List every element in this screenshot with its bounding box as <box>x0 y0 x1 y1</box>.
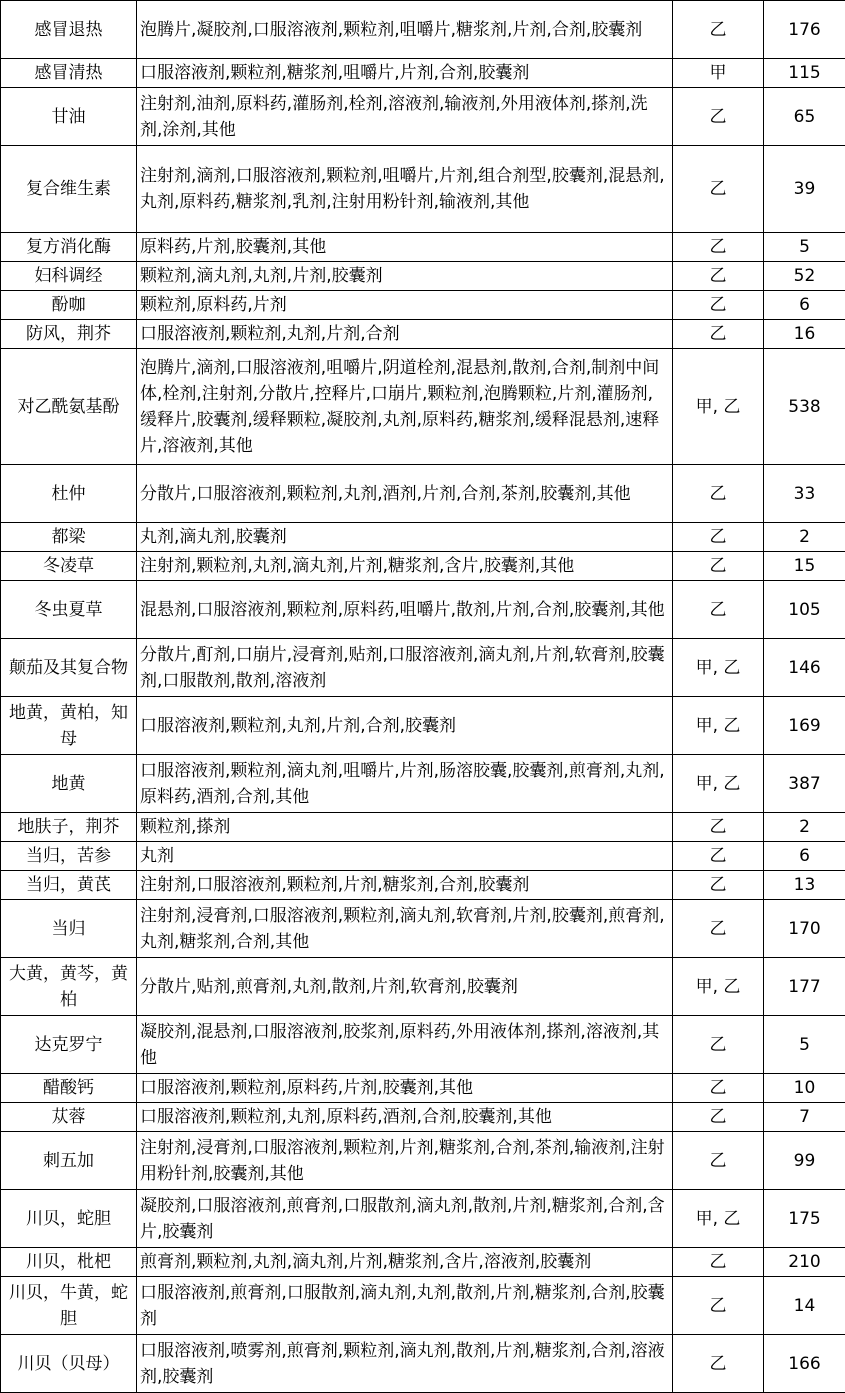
insurance-category-cell: 乙 <box>673 1132 764 1190</box>
table-row <box>1 465 845 523</box>
drug-name-cell: 刺五加 <box>1 1132 137 1190</box>
approval-count-cell: 52 <box>764 262 845 291</box>
dosage-forms-cell: 分散片,口服溶液剂,颗粒剂,丸剂,酒剂,片剂,合剂,茶剂,胶囊剂,其他 <box>137 465 673 523</box>
approval-count-cell: 538 <box>764 349 845 465</box>
table-row <box>1 1132 845 1190</box>
insurance-category-cell: 甲, 乙 <box>673 755 764 813</box>
dosage-forms-cell: 凝胶剂,口服溶液剂,煎膏剂,口服散剂,滴丸剂,散剂,片剂,糖浆剂,合剂,含片,胶囊剂 <box>137 1190 673 1248</box>
dosage-forms-cell: 口服溶液剂,颗粒剂,原料药,片剂,胶囊剂,其他 <box>137 1074 673 1103</box>
drug-name-cell: 当归，苦参 <box>1 842 137 871</box>
dosage-forms-cell: 分散片,酊剂,口崩片,浸膏剂,贴剂,口服溶液剂,滴丸剂,片剂,软膏剂,胶囊剂,口服散剂,散剂,溶液剂 <box>137 639 673 697</box>
drug-name-cell: 当归 <box>1 900 137 958</box>
insurance-category-cell: 乙 <box>673 233 764 262</box>
drug-name-cell: 苁蓉 <box>1 1103 137 1132</box>
approval-count-cell: 33 <box>764 465 845 523</box>
drug-name-cell: 感冒清热 <box>1 59 137 88</box>
insurance-category-cell: 乙 <box>673 842 764 871</box>
insurance-category-cell: 乙 <box>673 1103 764 1132</box>
dosage-forms-cell: 注射剂,浸膏剂,口服溶液剂,颗粒剂,片剂,糖浆剂,合剂,茶剂,输液剂,注射用粉针剂,胶囊剂,其他 <box>137 1132 673 1190</box>
table-row <box>1 523 845 552</box>
approval-count-cell: 5 <box>764 233 845 262</box>
drug-name-cell: 川贝，枇杷 <box>1 1248 137 1277</box>
table-row <box>1 1335 845 1393</box>
dosage-forms-cell: 口服溶液剂,颗粒剂,丸剂,原料药,酒剂,合剂,胶囊剂,其他 <box>137 1103 673 1132</box>
dosage-forms-cell: 注射剂,口服溶液剂,颗粒剂,片剂,糖浆剂,合剂,胶囊剂 <box>137 871 673 900</box>
insurance-category-cell: 乙 <box>673 1 764 59</box>
dosage-forms-cell: 口服溶液剂,煎膏剂,口服散剂,滴丸剂,丸剂,散剂,片剂,糖浆剂,合剂,胶囊剂 <box>137 1277 673 1335</box>
dosage-forms-cell: 颗粒剂,原料药,片剂 <box>137 291 673 320</box>
dosage-forms-cell: 口服溶液剂,颗粒剂,滴丸剂,咀嚼片,片剂,肠溶胶囊,胶囊剂,煎膏剂,丸剂,原料药,酒剂,合剂,其他 <box>137 755 673 813</box>
drug-name-cell: 妇科调经 <box>1 262 137 291</box>
table-row <box>1 59 845 88</box>
drug-name-cell: 地黄，黄柏，知母 <box>1 697 137 755</box>
table-row <box>1 697 845 755</box>
insurance-category-cell: 乙 <box>673 262 764 291</box>
dosage-forms-cell: 丸剂 <box>137 842 673 871</box>
drug-name-cell: 防风，荆芥 <box>1 320 137 349</box>
insurance-category-cell: 乙 <box>673 465 764 523</box>
drug-name-cell: 大黄，黄芩，黄柏 <box>1 958 137 1016</box>
table-row <box>1 262 845 291</box>
insurance-category-cell: 乙 <box>673 88 764 146</box>
drug-name-cell: 地黄 <box>1 755 137 813</box>
approval-count-cell: 210 <box>764 1248 845 1277</box>
table-row <box>1 842 845 871</box>
drug-name-cell: 复合维生素 <box>1 146 137 233</box>
approval-count-cell: 14 <box>764 1277 845 1335</box>
dosage-forms-cell: 注射剂,颗粒剂,丸剂,滴丸剂,片剂,糖浆剂,含片,胶囊剂,其他 <box>137 552 673 581</box>
approval-count-cell: 16 <box>764 320 845 349</box>
drug-name-cell: 醋酸钙 <box>1 1074 137 1103</box>
dosage-forms-cell: 分散片,贴剂,煎膏剂,丸剂,散剂,片剂,软膏剂,胶囊剂 <box>137 958 673 1016</box>
approval-count-cell: 146 <box>764 639 845 697</box>
drug-name-cell: 川贝（贝母） <box>1 1335 137 1393</box>
table-row <box>1 813 845 842</box>
dosage-forms-cell: 口服溶液剂,喷雾剂,煎膏剂,颗粒剂,滴丸剂,散剂,片剂,糖浆剂,合剂,溶液剂,胶囊剂 <box>137 1335 673 1393</box>
dosage-forms-cell: 注射剂,滴剂,口服溶液剂,颗粒剂,咀嚼片,片剂,组合剂型,胶囊剂,混悬剂,丸剂,原料药,糖浆剂,乳剂,注射用粉针剂,输液剂,其他 <box>137 146 673 233</box>
approval-count-cell: 2 <box>764 813 845 842</box>
table-row <box>1 871 845 900</box>
dosage-forms-cell: 颗粒剂,滴丸剂,丸剂,片剂,胶囊剂 <box>137 262 673 291</box>
table-row <box>1 552 845 581</box>
approval-count-cell: 15 <box>764 552 845 581</box>
drug-name-cell: 杜仲 <box>1 465 137 523</box>
dosage-forms-cell: 口服溶液剂,颗粒剂,丸剂,片剂,合剂,胶囊剂 <box>137 697 673 755</box>
table-row <box>1 1074 845 1103</box>
drug-name-cell: 复方消化酶 <box>1 233 137 262</box>
drug-name-cell: 对乙酰氨基酚 <box>1 349 137 465</box>
dosage-forms-cell: 注射剂,浸膏剂,口服溶液剂,颗粒剂,滴丸剂,软膏剂,片剂,胶囊剂,煎膏剂,丸剂,糖浆剂,合剂,其他 <box>137 900 673 958</box>
insurance-category-cell: 乙 <box>673 1074 764 1103</box>
table-row <box>1 581 845 639</box>
table-row <box>1 1190 845 1248</box>
insurance-category-cell: 甲, 乙 <box>673 1190 764 1248</box>
dosage-forms-cell: 口服溶液剂,颗粒剂,丸剂,片剂,合剂 <box>137 320 673 349</box>
table-row <box>1 1016 845 1074</box>
dosage-forms-cell: 颗粒剂,搽剂 <box>137 813 673 842</box>
approval-count-cell: 99 <box>764 1132 845 1190</box>
table-row <box>1 755 845 813</box>
insurance-category-cell: 乙 <box>673 1335 764 1393</box>
dosage-forms-cell: 泡腾片,滴剂,口服溶液剂,咀嚼片,阴道栓剂,混悬剂,散剂,合剂,制剂中间体,栓剂,注射剂,分散片,控释片,口崩片,颗粒剂,泡腾颗粒,片剂,灌肠剂,缓释片,胶囊剂,缓释颗粒,凝胶剂,丸剂,原料药,糖浆剂,缓释混悬剂,速释片,溶液剂,其他 <box>137 349 673 465</box>
table-row <box>1 900 845 958</box>
drug-name-cell: 地肤子，荆芥 <box>1 813 137 842</box>
approval-count-cell: 2 <box>764 523 845 552</box>
approval-count-cell: 105 <box>764 581 845 639</box>
approval-count-cell: 10 <box>764 1074 845 1103</box>
insurance-category-cell: 乙 <box>673 552 764 581</box>
table-row <box>1 233 845 262</box>
dosage-forms-cell: 混悬剂,口服溶液剂,颗粒剂,原料药,咀嚼片,散剂,片剂,合剂,胶囊剂,其他 <box>137 581 673 639</box>
insurance-category-cell: 乙 <box>673 871 764 900</box>
approval-count-cell: 65 <box>764 88 845 146</box>
insurance-category-cell: 甲 <box>673 59 764 88</box>
insurance-category-cell: 甲, 乙 <box>673 349 764 465</box>
insurance-category-cell: 甲, 乙 <box>673 697 764 755</box>
table-row <box>1 1277 845 1335</box>
insurance-category-cell: 乙 <box>673 813 764 842</box>
approval-count-cell: 176 <box>764 1 845 59</box>
approval-count-cell: 177 <box>764 958 845 1016</box>
dosage-forms-cell: 凝胶剂,混悬剂,口服溶液剂,胶浆剂,原料药,外用液体剂,搽剂,溶液剂,其他 <box>137 1016 673 1074</box>
approval-count-cell: 169 <box>764 697 845 755</box>
insurance-category-cell: 乙 <box>673 291 764 320</box>
drug-name-cell: 感冒退热 <box>1 1 137 59</box>
drug-name-cell: 达克罗宁 <box>1 1016 137 1074</box>
insurance-category-cell: 乙 <box>673 1016 764 1074</box>
drug-name-cell: 当归，黄芪 <box>1 871 137 900</box>
table-row <box>1 639 845 697</box>
dosage-forms-cell: 口服溶液剂,颗粒剂,糖浆剂,咀嚼片,片剂,合剂,胶囊剂 <box>137 59 673 88</box>
insurance-category-cell: 乙 <box>673 146 764 233</box>
insurance-category-cell: 乙 <box>673 900 764 958</box>
dosage-forms-cell: 原料药,片剂,胶囊剂,其他 <box>137 233 673 262</box>
table-row <box>1 1103 845 1132</box>
table-row <box>1 320 845 349</box>
approval-count-cell: 6 <box>764 842 845 871</box>
table-row <box>1 88 845 146</box>
drug-name-cell: 冬虫夏草 <box>1 581 137 639</box>
table-row <box>1 146 845 233</box>
dosage-forms-cell: 丸剂,滴丸剂,胶囊剂 <box>137 523 673 552</box>
dosage-forms-cell: 泡腾片,凝胶剂,口服溶液剂,颗粒剂,咀嚼片,糖浆剂,片剂,合剂,胶囊剂 <box>137 1 673 59</box>
approval-count-cell: 39 <box>764 146 845 233</box>
insurance-category-cell: 乙 <box>673 320 764 349</box>
approval-count-cell: 13 <box>764 871 845 900</box>
approval-count-cell: 115 <box>764 59 845 88</box>
insurance-category-cell: 乙 <box>673 1277 764 1335</box>
drug-name-cell: 冬凌草 <box>1 552 137 581</box>
approval-count-cell: 7 <box>764 1103 845 1132</box>
table-row <box>1 349 845 465</box>
drug-name-cell: 甘油 <box>1 88 137 146</box>
approval-count-cell: 170 <box>764 900 845 958</box>
drug-name-cell: 颠茄及其复合物 <box>1 639 137 697</box>
insurance-category-cell: 乙 <box>673 523 764 552</box>
table-row <box>1 291 845 320</box>
approval-count-cell: 175 <box>764 1190 845 1248</box>
insurance-category-cell: 甲, 乙 <box>673 639 764 697</box>
dosage-forms-cell: 煎膏剂,颗粒剂,丸剂,滴丸剂,片剂,糖浆剂,含片,溶液剂,胶囊剂 <box>137 1248 673 1277</box>
drug-name-cell: 川贝，牛黄，蛇胆 <box>1 1277 137 1335</box>
insurance-category-cell: 甲, 乙 <box>673 958 764 1016</box>
insurance-category-cell: 乙 <box>673 581 764 639</box>
insurance-category-cell: 乙 <box>673 1248 764 1277</box>
table-row <box>1 1248 845 1277</box>
approval-count-cell: 6 <box>764 291 845 320</box>
approval-count-cell: 387 <box>764 755 845 813</box>
table-row <box>1 958 845 1016</box>
drug-name-cell: 酚咖 <box>1 291 137 320</box>
table-row <box>1 1 845 59</box>
drug-name-cell: 川贝，蛇胆 <box>1 1190 137 1248</box>
approval-count-cell: 166 <box>764 1335 845 1393</box>
approval-count-cell: 5 <box>764 1016 845 1074</box>
drug-name-cell: 都梁 <box>1 523 137 552</box>
table-body <box>1 1 845 1393</box>
dosage-forms-cell: 注射剂,油剂,原料药,灌肠剂,栓剂,溶液剂,输液剂,外用液体剂,搽剂,洗剂,涂剂,其他 <box>137 88 673 146</box>
